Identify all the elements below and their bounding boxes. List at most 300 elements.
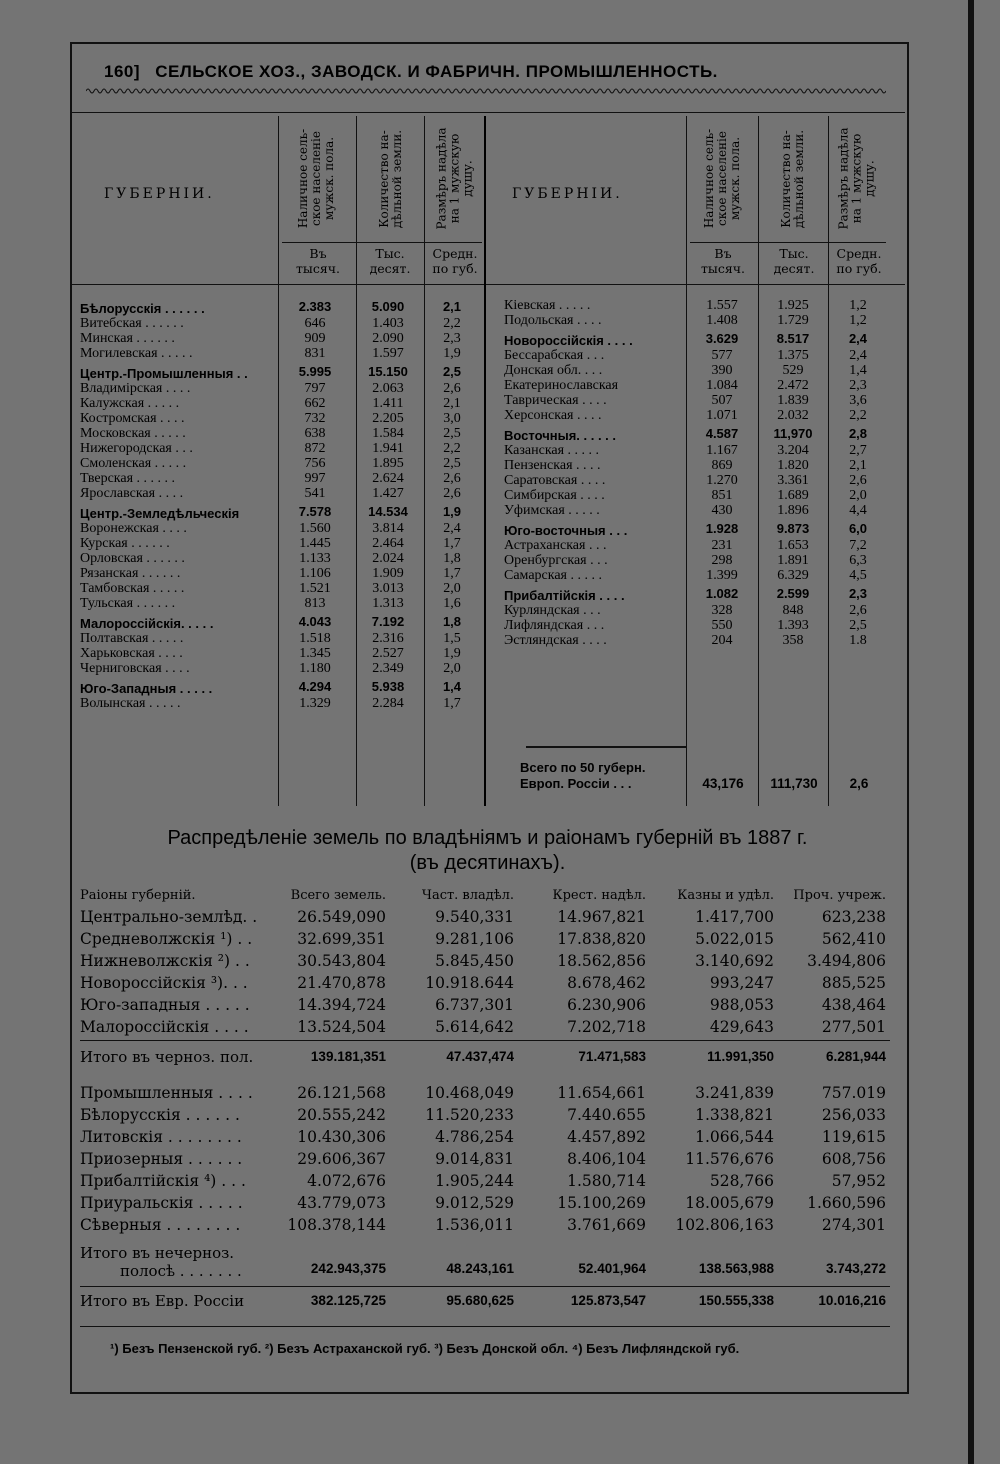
province-name: Херсонская . . . .	[504, 408, 602, 423]
population-value: 1.408	[706, 313, 738, 328]
table2-rule	[80, 1040, 890, 1041]
land-value: 14.534	[368, 503, 408, 519]
cell-value: 562,410	[821, 930, 886, 948]
table-row	[80, 1046, 890, 1068]
table-row	[78, 381, 482, 396]
allotment-value: 2,7	[849, 443, 867, 458]
table1-total-rule	[526, 746, 686, 748]
province-name: Кіевская . . . . .	[504, 298, 591, 313]
table-row	[80, 928, 890, 950]
population-value: 756	[304, 456, 326, 471]
allotment-value: 2,2	[443, 441, 461, 456]
allotment-value: 2,3	[443, 331, 461, 346]
allotment-value: 2,0	[443, 581, 461, 596]
column-header-allotment: Размѣръ надѣла на 1 мужскую душу.	[836, 127, 877, 230]
cell-value: 14.967,821	[557, 908, 646, 926]
population-value: 732	[304, 411, 326, 426]
cell-value: 43.779,073	[297, 1194, 386, 1212]
cell-value: 1.536,011	[435, 1216, 514, 1234]
region-name: Прибалтійскія ⁴) . . .	[80, 1172, 246, 1190]
population-value: 231	[711, 538, 733, 553]
region-name: Итого въ нечерноз. полосѣ . . . . . . .	[80, 1244, 242, 1280]
region-name: Юго-западныя . . . . .	[80, 996, 250, 1014]
land-value: 3.814	[372, 521, 404, 536]
land-value: 1.729	[777, 313, 809, 328]
province-name: Центр.-Земледѣльческія	[80, 506, 240, 521]
province-name: Ярославская . . . .	[80, 486, 184, 501]
land-value: 2.090	[372, 331, 404, 346]
cell-value: 21.470,878	[297, 974, 386, 992]
cell-value: 150.555,338	[698, 1293, 774, 1308]
table-row	[502, 298, 888, 313]
cell-value: 3.761,669	[567, 1216, 646, 1234]
table-row	[502, 488, 888, 503]
region-name: Итого въ Евр. Россіи	[80, 1292, 245, 1310]
population-value: 1.180	[299, 661, 331, 676]
table-row	[78, 521, 482, 536]
table-row	[78, 396, 482, 411]
column-header: Част. владѣл.	[421, 887, 514, 903]
cell-value: 9.281,106	[435, 930, 514, 948]
land-value: 1.584	[372, 426, 404, 441]
table-row	[78, 411, 482, 426]
allotment-value: 2,3	[849, 378, 867, 393]
land-value: 6.329	[777, 568, 809, 583]
land-value: 2.063	[372, 381, 404, 396]
table-row	[78, 441, 482, 456]
table-row	[78, 551, 482, 566]
province-name: Донская обл. . . .	[504, 363, 603, 378]
cell-value: 18.562,856	[557, 952, 646, 970]
population-value: 1.071	[706, 408, 738, 423]
province-name: Волынская . . . . .	[80, 696, 181, 711]
province-name: Тамбовская . . . . .	[80, 581, 185, 596]
header-wavy-rule	[86, 86, 886, 96]
table-row	[78, 346, 482, 361]
page-header	[104, 62, 884, 82]
land-value: 2.284	[372, 696, 404, 711]
cell-value: 102.806,163	[675, 1216, 774, 1234]
table1-right	[502, 298, 888, 648]
table-row	[78, 501, 482, 521]
cell-value: 438,464	[821, 996, 886, 1014]
population-value: 872	[304, 441, 326, 456]
spacer-row	[80, 1068, 890, 1082]
table1-total-population: 43,176	[702, 776, 744, 791]
table-row	[78, 646, 482, 661]
province-name: Нижегородская . . .	[80, 441, 193, 456]
table-row	[78, 331, 482, 346]
allotment-value: 1,5	[443, 631, 461, 646]
allotment-value: 2,6	[443, 471, 461, 486]
table2-rule	[80, 1326, 890, 1327]
land-value: 1.909	[372, 566, 404, 581]
population-value: 662	[304, 396, 326, 411]
province-name: Минская . . . . . .	[80, 331, 175, 346]
table-row	[78, 456, 482, 471]
table-row	[80, 1170, 890, 1192]
cell-value: 9.014,831	[435, 1150, 514, 1168]
column-header-land: Количество на- дѣльной земли.	[377, 129, 405, 228]
land-value: 7.192	[371, 613, 405, 629]
land-value: 2.349	[372, 661, 404, 676]
province-name: Оренбургская . . .	[504, 553, 608, 568]
allotment-value: 4,5	[849, 568, 867, 583]
table1-total-land: 111,730	[770, 776, 818, 791]
land-value: 5.090	[371, 298, 405, 314]
cell-value: 274,301	[821, 1216, 886, 1234]
land-value: 2.032	[777, 408, 809, 423]
cell-value: 10.918.644	[425, 974, 514, 992]
province-name: Орловская . . . . . .	[80, 551, 185, 566]
cell-value: 29.606,367	[297, 1150, 386, 1168]
cell-value: 13.524,504	[297, 1018, 386, 1036]
column-header: Крест. надѣл.	[552, 887, 646, 903]
footnote: ¹) Безъ Пензенской губ. ²) Безъ Астраханской губ. ³) Безъ Донской обл. ⁴) Безъ Лифляндской губ.	[110, 1341, 740, 1356]
population-value: 1.345	[299, 646, 331, 661]
allotment-value: 2,5	[849, 618, 867, 633]
cell-value: 108.378,144	[287, 1216, 386, 1234]
land-value: 1.427	[372, 486, 404, 501]
page-title: СЕЛЬСКОЕ ХОЗ., ЗАВОДСК. И ФАБРИЧН. ПРОМЫШЛЕННОСТЬ.	[155, 62, 718, 81]
table-row	[80, 1236, 890, 1280]
land-value: 11,970	[773, 425, 813, 441]
land-value: 9.873	[776, 520, 810, 536]
table1-unit-rule	[282, 242, 482, 243]
table-row	[78, 661, 482, 676]
allotment-value: 2,0	[443, 661, 461, 676]
province-name: Калужская . . . . .	[80, 396, 180, 411]
table-row	[78, 696, 482, 711]
table-row	[78, 566, 482, 581]
cell-value: 9.540,331	[435, 908, 514, 926]
province-name: Центр.-Промышленныя . .	[80, 366, 248, 381]
column-header: Раіоны губерній.	[80, 887, 196, 903]
allotment-value: 2,6	[849, 603, 867, 618]
population-value: 7.578	[298, 503, 332, 519]
table-row	[502, 363, 888, 378]
cell-value: 277,501	[821, 1018, 886, 1036]
region-name: Центрально-землѣд. .	[80, 908, 258, 926]
allotment-value: 2,4	[848, 330, 868, 346]
cell-value: 14.394,724	[297, 996, 386, 1014]
table-row	[78, 631, 482, 646]
province-name: Курская . . . . . .	[80, 536, 170, 551]
table-row	[502, 538, 888, 553]
region-name: Литовскія . . . . . . . .	[80, 1128, 242, 1146]
cell-value: 528,766	[709, 1172, 774, 1190]
table-row	[78, 471, 482, 486]
cell-value: 10.468,049	[425, 1084, 514, 1102]
table1-total-label: Всего по 50 губерн. Европ. Россіи . . .	[520, 760, 646, 791]
population-value: 909	[304, 331, 326, 346]
allotment-value: 2,6	[443, 381, 461, 396]
table-row	[80, 1126, 890, 1148]
table-row	[78, 296, 482, 316]
table2-title: Распредѣленіе земель по владѣніямъ и раіонамъ губерній въ 1887 г. (въ десятинахъ).	[167, 827, 808, 874]
cell-value: 139.181,351	[310, 1049, 386, 1064]
province-name: Юго-Западныя . . . . .	[80, 681, 213, 696]
land-value: 2.464	[372, 536, 404, 551]
land-value: 1.925	[777, 298, 809, 313]
column-header-land: Количество на- дѣльной земли.	[779, 129, 807, 228]
cell-value: 3.140,692	[695, 952, 774, 970]
region-name: Приуральскія . . . . .	[80, 1194, 243, 1212]
allotment-value: 1,8	[443, 551, 461, 566]
population-value: 1.928	[705, 520, 739, 536]
cell-value: 7.202,718	[567, 1018, 646, 1036]
cell-value: 3.743,272	[825, 1261, 886, 1276]
land-value: 3.361	[777, 473, 809, 488]
table-row	[502, 393, 888, 408]
region-name: Итого въ черноз. пол.	[80, 1048, 254, 1066]
cell-value: 3.494,806	[807, 952, 886, 970]
unit-label: Въ тысяч.	[296, 246, 340, 276]
cell-value: 26.121,568	[297, 1084, 386, 1102]
table-row	[80, 994, 890, 1016]
cell-value: 4.072,676	[307, 1172, 386, 1190]
province-name: Саратовская . . . .	[504, 473, 606, 488]
cell-value: 20.555,242	[297, 1106, 386, 1124]
province-name: Самарская . . . . .	[504, 568, 602, 583]
allotment-value: 1,4	[442, 678, 462, 694]
allotment-value: 2,1	[442, 298, 462, 314]
cell-value: 1.066,544	[695, 1128, 774, 1146]
population-value: 5.995	[298, 363, 332, 379]
cell-value: 32.699,351	[297, 930, 386, 948]
cell-value: 125.873,547	[570, 1293, 646, 1308]
cell-value: 8.406,104	[567, 1150, 646, 1168]
table1-unit-rule	[690, 242, 886, 243]
column-header: Проч. учреж.	[793, 887, 886, 903]
land-value: 2.316	[372, 631, 404, 646]
population-value: 204	[711, 633, 733, 648]
population-value: 813	[304, 596, 326, 611]
cell-value: 993,247	[709, 974, 774, 992]
allotment-value: 6,0	[848, 520, 868, 536]
land-value: 358	[782, 633, 804, 648]
province-name: Полтавская . . . . .	[80, 631, 184, 646]
allotment-value: 2,6	[849, 473, 867, 488]
allotment-value: 2,1	[443, 396, 461, 411]
table1-top-rule	[72, 112, 905, 113]
allotment-value: 1,4	[849, 363, 867, 378]
land-value: 2.527	[372, 646, 404, 661]
province-name: Харьковская . . . .	[80, 646, 183, 661]
table-row	[78, 486, 482, 501]
table-row	[78, 316, 482, 331]
land-value: 529	[782, 363, 804, 378]
population-value: 1.560	[299, 521, 331, 536]
land-value: 848	[782, 603, 804, 618]
column-header: Казны и удѣл.	[677, 887, 774, 903]
allotment-value: 2,2	[849, 408, 867, 423]
cell-value: 71.471,583	[578, 1049, 646, 1064]
province-name: Пензенская . . . .	[504, 458, 601, 473]
cell-value: 26.549,090	[297, 908, 386, 926]
land-value: 1.313	[372, 596, 404, 611]
table-row	[80, 972, 890, 994]
allotment-value: 2,8	[848, 425, 868, 441]
table-row	[78, 596, 482, 611]
allotment-value: 1,9	[443, 346, 461, 361]
population-value: 638	[304, 426, 326, 441]
province-name: Юго-восточныя . . .	[504, 523, 628, 538]
cell-value: 6.737,301	[435, 996, 514, 1014]
region-name: Бѣлорусскія . . . . . .	[80, 1106, 240, 1124]
land-value: 1.393	[777, 618, 809, 633]
land-value: 2.024	[372, 551, 404, 566]
column-header-population: Наличное сель- ское населеніе мужск. пола.	[702, 128, 743, 229]
province-name: Симбирская . . . .	[504, 488, 605, 503]
land-value: 1.403	[372, 316, 404, 331]
land-value: 15.150	[368, 363, 408, 379]
cell-value: 242.943,375	[310, 1261, 386, 1276]
land-value: 1.375	[777, 348, 809, 363]
table2-rule	[80, 1286, 890, 1287]
population-value: 550	[711, 618, 733, 633]
land-value: 5.938	[371, 678, 405, 694]
table-row	[502, 518, 888, 538]
population-value: 4.294	[298, 678, 332, 694]
unit-label: Тыс. десят.	[369, 246, 411, 276]
allotment-value: 7,2	[849, 538, 867, 553]
table1-head-rule	[72, 284, 905, 285]
land-value: 1.896	[777, 503, 809, 518]
allotment-value: 2,3	[848, 585, 868, 601]
cell-value: 757.019	[821, 1084, 886, 1102]
table-row	[80, 1214, 890, 1236]
population-value: 298	[711, 553, 733, 568]
land-value: 2.205	[372, 411, 404, 426]
cell-value: 11.520,233	[425, 1106, 514, 1124]
population-value: 1.084	[706, 378, 738, 393]
province-name: Восточныя. . . . . .	[504, 428, 617, 443]
region-name: Нижневолжскія ²) . .	[80, 952, 250, 970]
population-value: 1.167	[706, 443, 738, 458]
region-name: Промышленныя . . . .	[80, 1084, 253, 1102]
column-header-gubernii-right: ГУБЕРНІИ.	[512, 186, 623, 202]
population-value: 851	[711, 488, 733, 503]
population-value: 646	[304, 316, 326, 331]
land-value: 3.204	[777, 443, 809, 458]
cell-value: 623,238	[821, 908, 886, 926]
province-name: Витебская . . . . . .	[80, 316, 184, 331]
table-row	[80, 1148, 890, 1170]
cell-value: 988,053	[709, 996, 774, 1014]
province-name: Могилевская . . . . .	[80, 346, 193, 361]
allotment-value: 1,7	[443, 696, 461, 711]
population-value: 507	[711, 393, 733, 408]
cell-value: 5.614,642	[435, 1018, 514, 1036]
table-row	[502, 583, 888, 603]
allotment-value: 1,9	[443, 646, 461, 661]
cell-value: 138.563,988	[698, 1261, 774, 1276]
province-name: Новороссійскія . . . .	[504, 333, 633, 348]
cell-value: 5.845,450	[435, 952, 514, 970]
cell-value: 11.654,661	[557, 1084, 646, 1102]
province-name: Астраханская . . .	[504, 538, 607, 553]
column-header-population: Наличное сель- ское населеніе мужск. пола.	[296, 128, 337, 229]
table-row	[502, 553, 888, 568]
land-value: 2.624	[372, 471, 404, 486]
table-row	[80, 906, 890, 928]
population-value: 997	[304, 471, 326, 486]
province-name: Уфимская . . . . .	[504, 503, 600, 518]
allotment-value: 3,6	[849, 393, 867, 408]
allotment-value: 2,1	[849, 458, 867, 473]
population-value: 541	[304, 486, 326, 501]
table-row	[78, 426, 482, 441]
population-value: 1.518	[299, 631, 331, 646]
table-row	[78, 676, 482, 696]
cell-value: 4.457,892	[567, 1128, 646, 1146]
land-value: 1.411	[372, 396, 404, 411]
land-value: 2.599	[776, 585, 810, 601]
cell-value: 1.660,596	[807, 1194, 886, 1212]
unit-label: Средн. по губ.	[836, 246, 882, 276]
province-name: Лифляндская . . .	[504, 618, 605, 633]
table-row	[80, 950, 890, 972]
population-value: 390	[711, 363, 733, 378]
table1-left	[78, 296, 482, 711]
land-value: 1.895	[372, 456, 404, 471]
population-value: 831	[304, 346, 326, 361]
province-name: Московская . . . . .	[80, 426, 186, 441]
land-value: 1.839	[777, 393, 809, 408]
cell-value: 1.905,244	[435, 1172, 514, 1190]
population-value: 797	[304, 381, 326, 396]
province-name: Воронежская . . . .	[80, 521, 187, 536]
cell-value: 119,615	[821, 1128, 886, 1146]
population-value: 1.329	[299, 696, 331, 711]
cell-value: 30.543,804	[297, 952, 386, 970]
province-name: Бѣлорусскія . . . . . .	[80, 301, 205, 316]
land-value: 1.891	[777, 553, 809, 568]
region-name: Приозерныя . . . . . .	[80, 1150, 243, 1168]
population-value: 1.521	[299, 581, 331, 596]
table-row	[80, 1016, 890, 1038]
cell-value: 1.417,700	[695, 908, 774, 926]
table-row	[78, 581, 482, 596]
table-row	[78, 361, 482, 381]
column-header: Всего земель.	[290, 887, 386, 903]
table-row	[78, 611, 482, 631]
province-name: Эстляндская . . . .	[504, 633, 607, 648]
cell-value: 6.230,906	[567, 996, 646, 1014]
region-name: Средневолжскія ¹) . .	[80, 930, 253, 948]
allotment-value: 1,8	[442, 613, 462, 629]
table-row	[502, 568, 888, 583]
spacer-row	[80, 1280, 890, 1290]
cell-value: 48.243,161	[446, 1261, 514, 1276]
allotment-value: 2,0	[849, 488, 867, 503]
land-value: 3.013	[372, 581, 404, 596]
province-name: Смоленская . . . . .	[80, 456, 187, 471]
unit-label: Средн. по губ.	[432, 246, 478, 276]
province-name: Тульская . . . . . .	[80, 596, 176, 611]
cell-value: 57,952	[831, 1172, 886, 1190]
cell-value: 608,756	[821, 1150, 886, 1168]
unit-label: Тыс. десят.	[773, 246, 815, 276]
table-row	[80, 1082, 890, 1104]
population-value: 3.629	[705, 330, 739, 346]
cell-value: 3.241,839	[695, 1084, 774, 1102]
column-header-allotment: Размѣръ надѣла на 1 мужскую душу.	[434, 127, 475, 230]
table-row	[502, 603, 888, 618]
unit-label: Въ тысяч.	[701, 246, 745, 276]
population-value: 430	[711, 503, 733, 518]
